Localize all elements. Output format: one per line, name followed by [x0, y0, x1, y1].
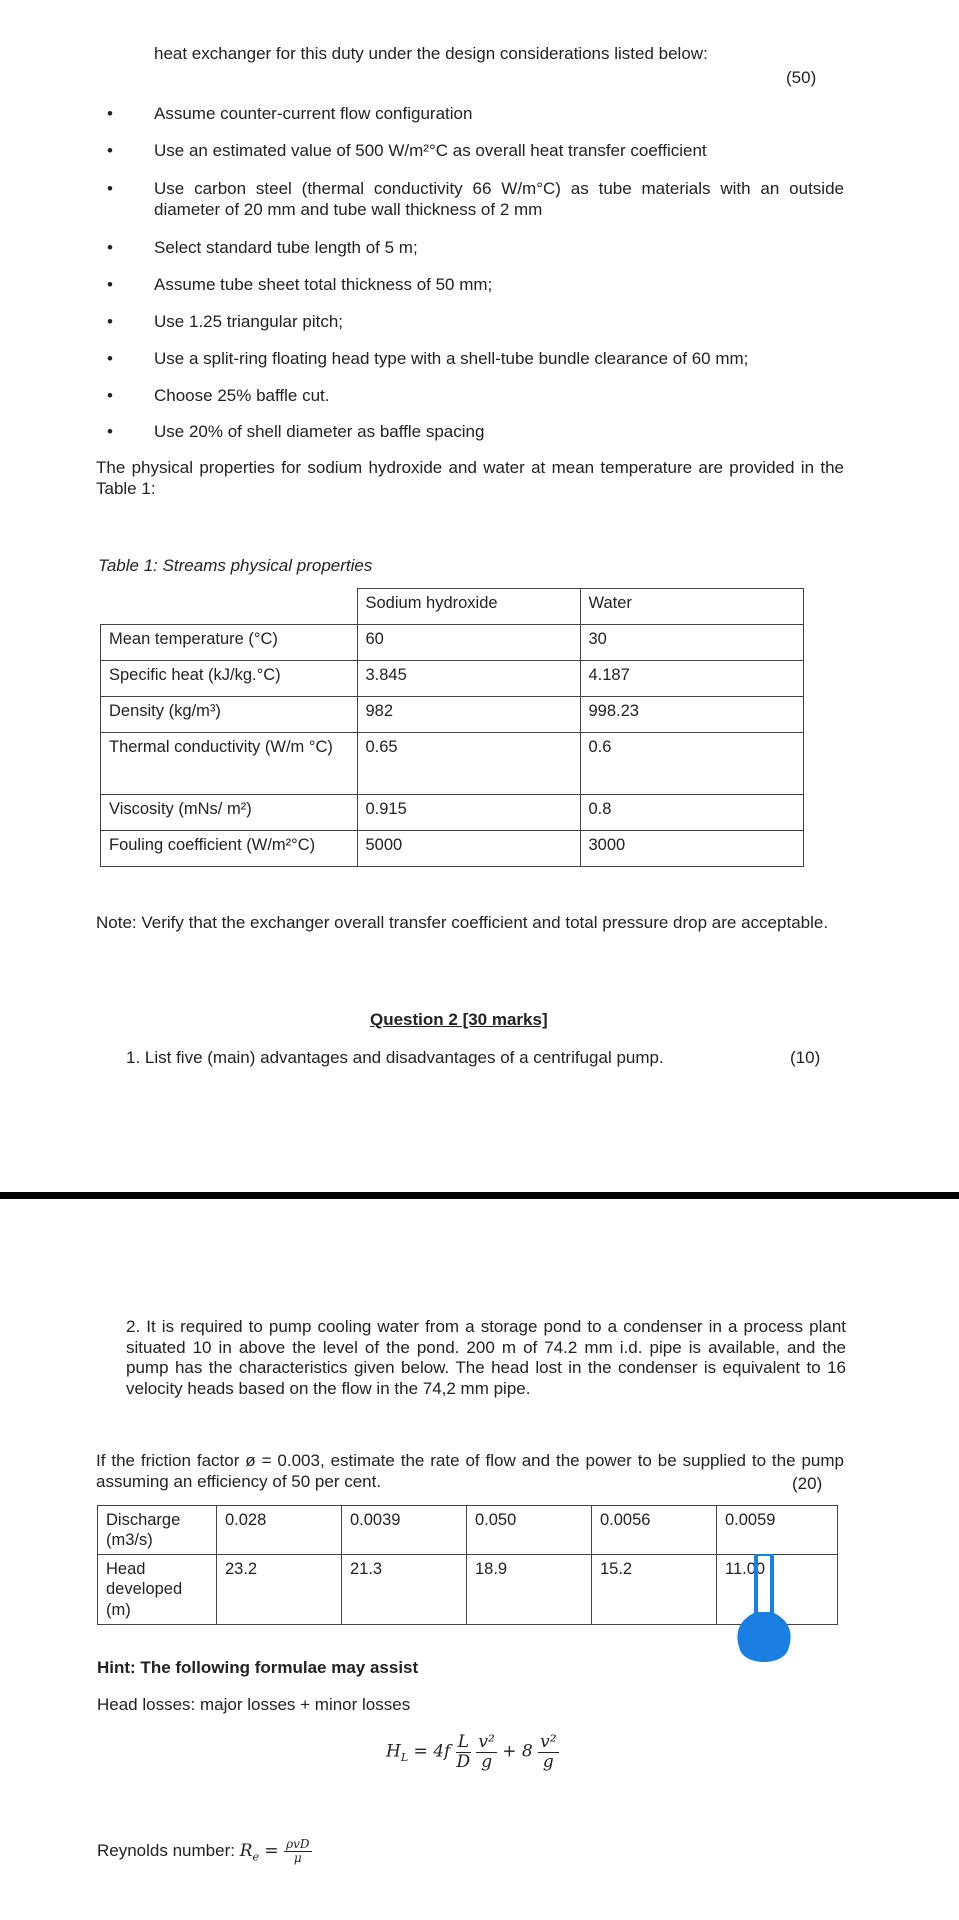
q2-item1-marks: (10) — [790, 1048, 821, 1067]
table1-caption: Table 1: Streams physical properties — [98, 556, 373, 575]
properties-table — [100, 588, 804, 867]
page-divider — [0, 1192, 959, 1199]
table-row: Specific heat (kJ/kg.°C) 3.845 4.187 — [101, 661, 804, 697]
q2-item2: 2. It is required to pump cooling water from a storage pond to a condenser in a process plant situated 10 in above the level of the pond. 200 m of 74.2 mm i.d. pipe is available, and the pump has the characteristics given below. The head lost in the condenser is equivalent to 16 velocity heads based on the flow in the 74,2 mm pipe. — [126, 1317, 846, 1399]
hint-title: Hint: The following formulae may assist — [97, 1658, 419, 1677]
q2-item2-marks: (20) — [792, 1474, 823, 1493]
friction-text: If the friction factor ø = 0.003, estimate the rate of flow and the power to be supplied to the pump assuming an efficiency of 50 per cent. — [96, 1451, 844, 1491]
properties-intro: The physical properties for sodium hydroxide and water at mean temperature are provided in the Table 1: — [96, 458, 844, 498]
marks-q1: (50) — [786, 68, 817, 87]
reynolds-label: Reynolds number: $R_e$ = $\frac{\text{ρvD}}{\mu}$ — [97, 1837, 310, 1866]
q2-item1: 1. List five (main) advantages and disadvantages of a centrifugal pump. — [126, 1048, 664, 1067]
table-row: Viscosity (mNs/ m²) 0.915 0.8 — [101, 795, 804, 831]
pump-characteristics-table — [97, 1505, 838, 1625]
table-row: Sodium hydroxide Water — [101, 589, 804, 625]
head-loss-formula: $H_L = 4f$ $\frac{L}{D}$ $\frac{\text{v²}}{g}$ + 8 $\frac{\text{v²}}{g}$ — [386, 1732, 557, 1772]
table-row: Mean temperature (°C) 60 30 — [101, 625, 804, 661]
head-losses-text: Head losses: major losses + minor losses — [97, 1695, 411, 1714]
table-row: Density (kg/m³) 982 998.23 — [101, 697, 804, 733]
question2-title: Question 2 [30 marks] — [370, 1010, 548, 1029]
drag-handle-icon[interactable] — [734, 1554, 794, 1674]
intro-line: heat exchanger for this duty under the design considerations listed below: — [154, 44, 708, 63]
table-row: Fouling coefficient (W/m²°C) 5000 3000 — [101, 831, 804, 867]
table-row: Thermal conductivity (W/m °C) 0.65 0.6 — [101, 733, 804, 795]
table-row: Discharge (m3/s) 0.028 0.0039 0.050 0.0056 0.0059 — [98, 1506, 838, 1555]
note: Note: Verify that the exchanger overall transfer coefficient and total pressure drop are acceptable. — [96, 913, 829, 932]
reynolds-formula: $R_e$ = $\frac{\text{ρvD}}{\mu}$ — [239, 1837, 310, 1866]
table-row: Head developed (m) 23.2 21.3 18.9 15.2 11.00 — [98, 1555, 838, 1624]
